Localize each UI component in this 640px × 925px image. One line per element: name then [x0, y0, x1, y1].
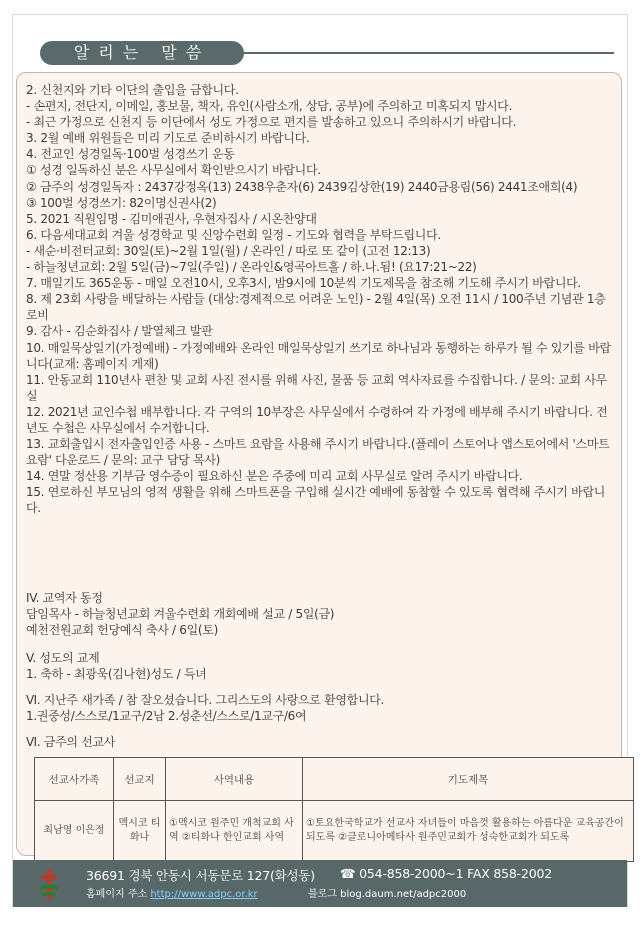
section-line: 1. 축하 - 최광욱(김나현)성도 / 득녀 — [26, 667, 207, 682]
notice-item: - 최근 가정으로 신천지 등 이단에서 성도 가정으로 편지를 발송하고 있으니 주의하시기 바랍니다. — [26, 115, 517, 130]
footer-address: 36691 경북 안동시 서동문로 127(화성동) — [86, 868, 315, 883]
notice-item: ② 금주의 성경일독자 : 2437강정옥(13) 2438우춘자(6) 2439김상한(19) 2440금용림(56) 2441조애희(4) — [26, 179, 578, 194]
notice-item: 14. 연말 정산용 기부금 영수증이 필요하신 분은 주중에 미리 교회 사무실로 알려 주시기 바랍니다. — [26, 469, 523, 484]
notice-item: 9. 감사 - 김순화집사 / 발열체크 발판 — [26, 324, 213, 339]
section-heading: Ⅵ. 금주의 선교사 — [26, 735, 116, 749]
missionary-table — [34, 757, 634, 862]
fellowship-section — [26, 650, 616, 682]
notice-item: 13. 교회출입시 전자출입인증 사용 - 스마트 요람을 사용해 주시기 바랍니다.(플레이 스토어나 앱스토어에서 '스마트 요람' 다운로드 / 문의: 교구 담당 목사) — [26, 437, 610, 468]
page-title: 알리는 말씀 — [40, 41, 244, 65]
footer-phone: ☎ 054-858-2000~1 FAX 858-2002 — [340, 866, 553, 881]
section-line: 예천전원교회 헌당예식 축사 / 6일(토) — [26, 623, 218, 638]
notice-item: 6. 다음세대교회 겨울 성경학교 및 신앙수련회 일정 - 기도와 협력을 부탁드립니다. — [26, 227, 441, 242]
new-family-section — [26, 692, 616, 724]
section-line: 담임목사 - 하늘청년교회 겨울수련회 개회예배 설교 / 5일(금) — [26, 607, 335, 622]
notice-list — [26, 82, 616, 517]
column-header: 선교사가족 — [35, 758, 114, 801]
notice-item: 10. 매일묵상일기(가정예배) - 가정예배와 온라인 매일묵상일기 쓰기로 하나님과 동행하는 하루가 될 수 있기를 바랍니다(교재: 홈페이지 게재) — [26, 340, 611, 371]
column-header: 사역내용 — [166, 758, 303, 801]
footer-blog: 블로그 blog.daum.net/adpc2000 — [308, 889, 467, 900]
notice-item: 3. 2월 예배 위원들은 미리 기도로 준비하시기 바랍니다. — [26, 131, 310, 146]
missionary-section — [26, 734, 616, 750]
footer-homepage — [86, 885, 258, 900]
homepage-label: 홈페이지 주소 — [86, 889, 148, 900]
homepage-link[interactable]: http://www.adpc.or.kr — [150, 889, 258, 900]
notice-item: 5. 2021 직원임명 - 김미애권사, 우현자집사 / 시온찬양대 — [26, 211, 317, 226]
notice-item: ① 성경 일독하신 분은 사무실에서 확인받으시기 바랍니다. — [26, 163, 321, 178]
missionary-family-cell: 최남영 이은정 — [35, 801, 114, 862]
church-logo-icon — [38, 867, 60, 901]
section-line: 1.권중성/스스로/1교구/2남 2.성춘선/스스로/1교구/6여 — [26, 709, 307, 724]
table-header-row — [35, 758, 634, 801]
pastor-news-section — [26, 590, 616, 638]
column-header: 선교지 — [114, 758, 166, 801]
notice-item: ③ 100벌 성경쓰기: 82이명신권사(2) — [26, 195, 217, 210]
notice-item: 11. 안동교회 110년사 편찬 및 교회 사진 전시를 위해 사진, 물품 등 교회 역사자료를 수집합니다. / 문의: 교회 사무실 — [26, 372, 607, 403]
title-divider — [244, 52, 614, 54]
notice-item: 8. 제 23회 사랑을 배달하는 사람들 (대상:경제적으로 어려운 노인) - 2월 4일(목) 오전 11시 / 100주년 기념관 1층 로비 — [26, 292, 606, 323]
notice-item: - 하늘청년교회: 2월 5일(금)~7일(주일) / 온라인&영곡아트홀 / 하.나.됨! (요17:21~22) — [26, 260, 477, 275]
notice-item: 2. 신천지와 기타 이단의 출입을 금합니다. — [26, 83, 239, 97]
notice-item: 12. 2021년 교인수첩 배부합니다. 각 구역의 10부장은 사무실에서 수령하여 각 가정에 배부해 주시기 바랍니다. 전년도 수첩은 사무실에서 수거합니다. — [26, 404, 608, 435]
notice-item: 15. 연로하신 부모님의 영적 생활을 위해 스마트폰을 구입해 실시간 예배에 동참할 수 있도록 협력해 주시기 바랍니다. — [26, 485, 606, 516]
mission-work-cell: ①멕시코 원주민 개척교회 사역 ②티화나 한인교회 사역 — [166, 801, 303, 862]
notice-item: - 새순·비전터교회: 30일(토)~2월 1일(월) / 온라인 / 따로 또 같이 (고전 12:13) — [26, 243, 431, 258]
notice-item: - 손편지, 전단지, 이메일, 홍보물, 책자, 유인(사람소개, 상담, 공부)에 주의하고 미혹되지 맙시다. — [26, 99, 513, 114]
prayer-topic-cell: ①토요한국학교가 선교사 자녀들이 마음껏 활용하는 아름다운 교육공간이 되도록 ②클로니아메타사 원주민교회가 성숙한교회가 되도록 — [303, 801, 634, 862]
section-heading: IV. 교역자 동정 — [26, 591, 103, 605]
table-row — [35, 801, 634, 862]
section-heading: V. 성도의 교제 — [26, 651, 100, 665]
notice-item: 4. 전교인 성경일독·100벌 성경쓰기 운동 — [26, 147, 235, 162]
mission-field-cell: 멕시코 티화나 — [114, 801, 166, 862]
section-heading: Ⅵ. 지난주 새가족 / 참 잘오셨습니다. 그리스도의 사랑으로 환영합니다. — [26, 693, 385, 707]
column-header: 기도제목 — [303, 758, 634, 801]
notice-item: 7. 매일기도 365운동 - 매일 오전10시, 오후3시, 밤9시에 10분씩 기도제목을 참조해 기도해 주시기 바랍니다. — [26, 276, 581, 291]
